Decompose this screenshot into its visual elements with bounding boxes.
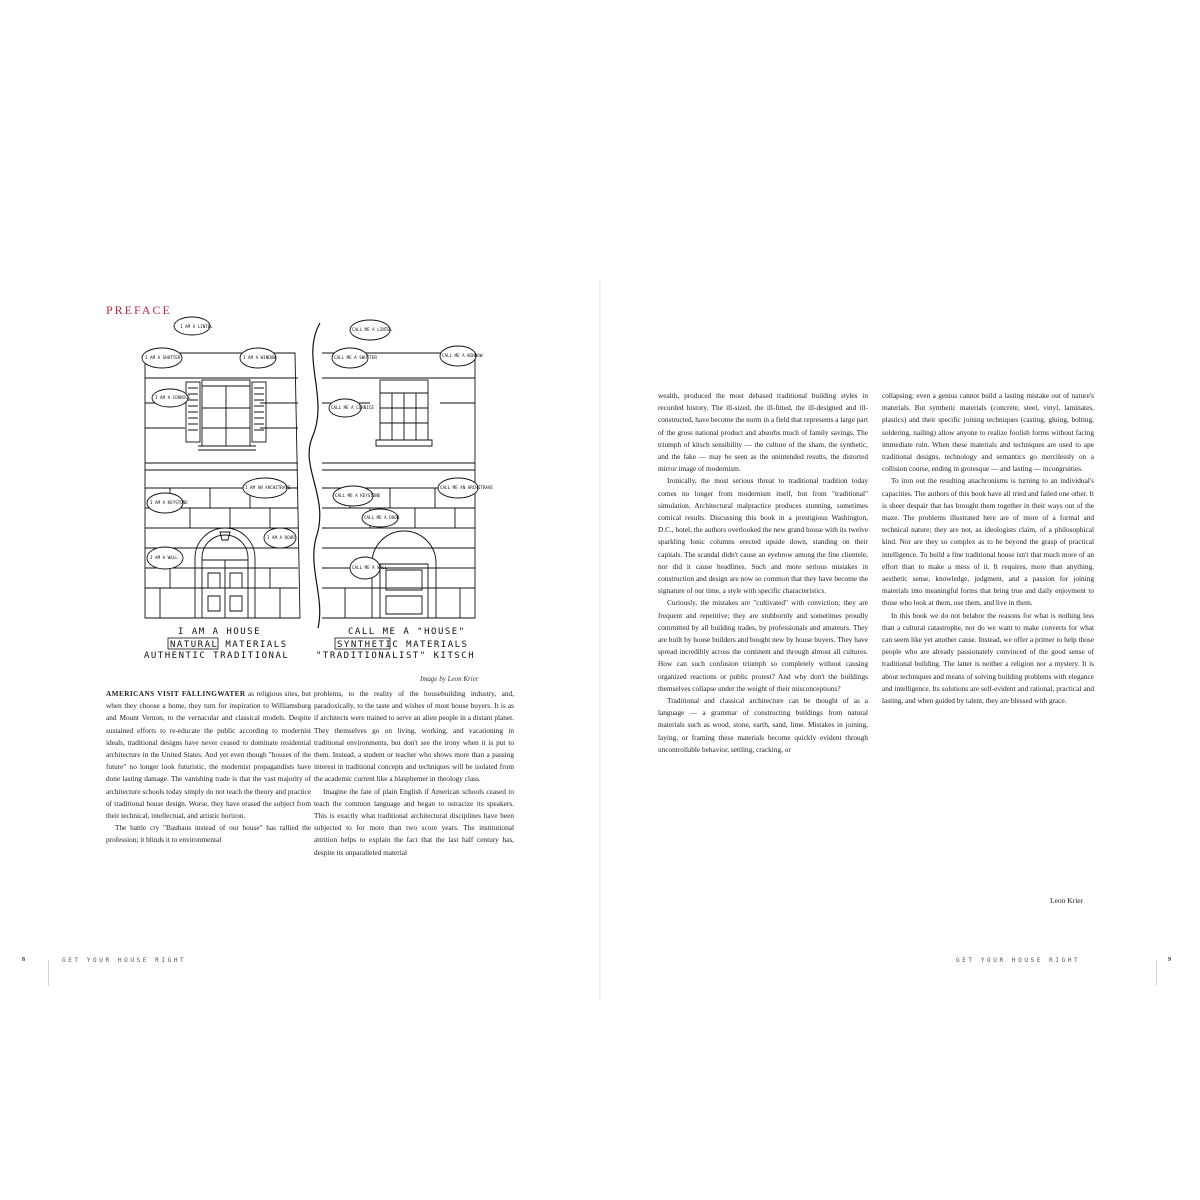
- left-running-head: GET YOUR HOUSE RIGHT: [62, 957, 187, 964]
- right-caption-3: "TRADITIONALIST" KITSCH: [316, 651, 476, 661]
- left-caption-3: AUTHENTIC TRADITIONAL: [144, 651, 290, 661]
- bubble-right-5: CALL ME AN ARCHITRAVE: [440, 485, 493, 490]
- paragraph: Ironically, the most serious threat to traditional tradition today comes no longer from modernism itself, but from "traditional" simulation. Architectural malpractice produces stunning, sometimes comical results. Discussing this book in a prestigious Washington, D.C., hotel, the authors overlooked the new grand house with its twelve sparkling Ionic columns erected upside down, standing on their capitals. The scandal didn't cause an eyebrow among the fine clientele, nor did it cause headlines. Such and more serious mistakes in construction and design are now so common that they have become the signature of our time, a style with specific characteristics.: [658, 476, 868, 596]
- paragraph: wealth, produced the most debased traditional building styles in recorded history. The ill-sized, the ill-fitted, the ill-designed and ill-constructed, have become the norm in a field that represents a large part of the gross national product and absorbs much of family savings. The triumph of kitsch sensibility — the culture of the sham, the synthetic, and the fake — may be seen as the unintended results, the distorted mirror image of modernism.: [658, 391, 868, 474]
- right-caption-2: SYNTHETIC MATERIALS: [337, 640, 469, 650]
- right-margin-rule: [1156, 960, 1157, 986]
- text-column-4: [882, 390, 1094, 707]
- left-page-number: 8: [22, 957, 25, 963]
- bubble-right-4: CALL ME A CORNICE: [331, 405, 374, 410]
- bubble-left-6: I AM A KEYSTONE: [150, 500, 188, 505]
- lead-in: AMERICANS VISIT FALLINGWATER: [106, 689, 246, 698]
- dividing-crack-line: [309, 323, 320, 628]
- bubble-left-4: I AM A CORNICE: [155, 395, 191, 400]
- paragraph: To iron out the resulting anachronisms is turning to an individual's capacities. The authors of this book have all tried and failed one other. It is sheer despair that has brought them together in their ways out of the maze. The problems illustrated here are of more of a formal and technical nature; they are not, as ideologists claim, of a philosophical kind. Nor are they so complex as to be beyond the grasp of practical intelligence. To build a fine traditional house isn't that much more of an effort than to make a mess of it. It requires, more than anything, aesthetic sense, knowledge, judgment, and a passion for joining materials into meaningful forms that bring true and daily enjoyment to those who look at them, use them, and live in them.: [882, 476, 1094, 608]
- paragraph: In this book we do not belabor the reasons for what is nothing less than a cultural catastrophe, nor do we want to make converts for what can seem like yet another cause. Instead, we offer a primer to help those people who are already passionately convinced of the good sense of traditional building. The latter is neither a religion nor a mystery. It is about techniques and means of solving building problems with elegance and intelligence. Its solutions are self-evident and rational, practical and lasting, and when guided by talent, they are blessed with grace.: [882, 610, 1094, 706]
- paragraph: collapsing; even a genius cannot build a lasting mistake out of nature's materials. But synthetic materials (concrete, steel, vinyl, laminates, plastics) and their specific joining techniques (casting, gluing, bolting, soldering, nailing) allow anyone to realize foolish forms without facing immediate ruin. When these materials and techniques are used to ape traditional designs, technology and semantics go mercilessly on a collision course, ending in grotesque — and lasting — incongruities.: [882, 391, 1094, 474]
- bubble-left-5: I AM AN ARCHITRAVE: [245, 485, 291, 490]
- page-gutter: [599, 280, 601, 1000]
- paragraph: The battle cry "Bauhaus instead of our house" has rallied the profession; it blinds it to environmental: [106, 823, 311, 845]
- bubble-left-7: I AM A DOOR: [267, 535, 295, 540]
- left-caption-1: I AM A HOUSE: [178, 627, 262, 637]
- house-comparison-illustration: [140, 318, 493, 661]
- left-margin-rule: [48, 960, 49, 986]
- bubble-left-8: I AM A WALL: [150, 555, 178, 560]
- bubble-right-8: CALL ME A WALL: [352, 565, 388, 570]
- preface-heading: PREFACE: [106, 303, 172, 317]
- right-running-head: GET YOUR HOUSE RIGHT: [956, 957, 1081, 964]
- text-column-2: [314, 688, 514, 859]
- left-caption-2: NATURAL MATERIALS: [170, 640, 288, 650]
- text-column-1: [106, 688, 311, 847]
- bubble-right-6: CALL ME A KEYSTONE: [335, 493, 381, 498]
- authentic-house-drawing: [142, 317, 300, 618]
- image-credit: Image by Leon Krier: [420, 675, 479, 683]
- bubble-right-2: CALL ME A SHUTTER: [334, 355, 377, 360]
- paragraph-text: as religious sites, but when they choose a home, they turn for inspiration to Williamsburg and Mount Vernon, to the vernacular and classical models. Despite sustained efforts to re-educate the public according to modernist ideals, traditional designs have never ceased to dominate residential architecture in the United States. And yet even though "houses of the future" no longer look futuristic, the modernist propagandists have done lasting damage. The vanishing trade is that the vast majority of architecture schools today simply do not teach the theory and practice of traditional house design. Worse, they have erased the subject from their technical, intellectual, and artistic horizon.: [106, 689, 311, 821]
- right-caption-1: CALL ME A "HOUSE": [348, 627, 466, 637]
- paragraph: problems, to the reality of the housebuilding industry, and, paradoxically, to the taste and wishes of most house buyers. It is as if architects were trained to serve an alien people in a distant planet. They themselves go on living, working, and vacationing in traditional environments, but don't see the irony when it is put to them. Instead, a student or teacher who shows more than a passing interest in traditional concepts and techniques will be isolated from the academic current like a blasphemer in theology class.: [314, 689, 514, 784]
- paragraph: Curiously, the mistakes are "cultivated" with conviction; they are frequent and repetitive; they are stubbornly and sometimes proudly committed by all building trades, by professionals and amateurs. They are built by house builders and bought new by house buyers. They have spread incredibly across the continent and through almost all cultures. How can such confusion triumph so completely without causing organized reactions or public protest? And why don't the buildings themselves collapse under the weight of their misconceptions?: [658, 598, 868, 693]
- bubble-right-3: CALL ME A WINDOW: [442, 353, 483, 358]
- bubble-right-7: CALL ME A DOOR: [364, 515, 400, 520]
- bubble-left-3: I AM A WINDOW: [243, 355, 276, 360]
- synthetic-house-drawing: [322, 320, 478, 618]
- bubble-right-1: CALL ME A LINTEL: [352, 327, 393, 332]
- author-signature: Leon Krier: [1050, 896, 1084, 905]
- right-page-number: 9: [1168, 957, 1171, 963]
- paragraph: Traditional and classical architecture can be thought of as a language — a grammar of constructing buildings from natural materials such as wood, stone, earth, sand, lime. Mistakes in joining, laying, or framing these materials become quickly evident through uncontrollable behavior, settling, cracking, or: [658, 696, 868, 754]
- paragraph: [106, 688, 311, 822]
- bubble-left-1: I AM A LINTEL: [180, 324, 213, 329]
- bubble-left-2: I AM A SHUTTER: [145, 355, 181, 360]
- paragraph: Imagine the fate of plain English if American schools ceased to teach the common language and began to ostracize its speakers. This is exactly what traditional architectural disciplines have been subjected to for more than two score years. The institutional attrition helps to explain the fact that the last half century has, despite its unparalleled material: [314, 786, 514, 857]
- text-column-3: [658, 390, 868, 756]
